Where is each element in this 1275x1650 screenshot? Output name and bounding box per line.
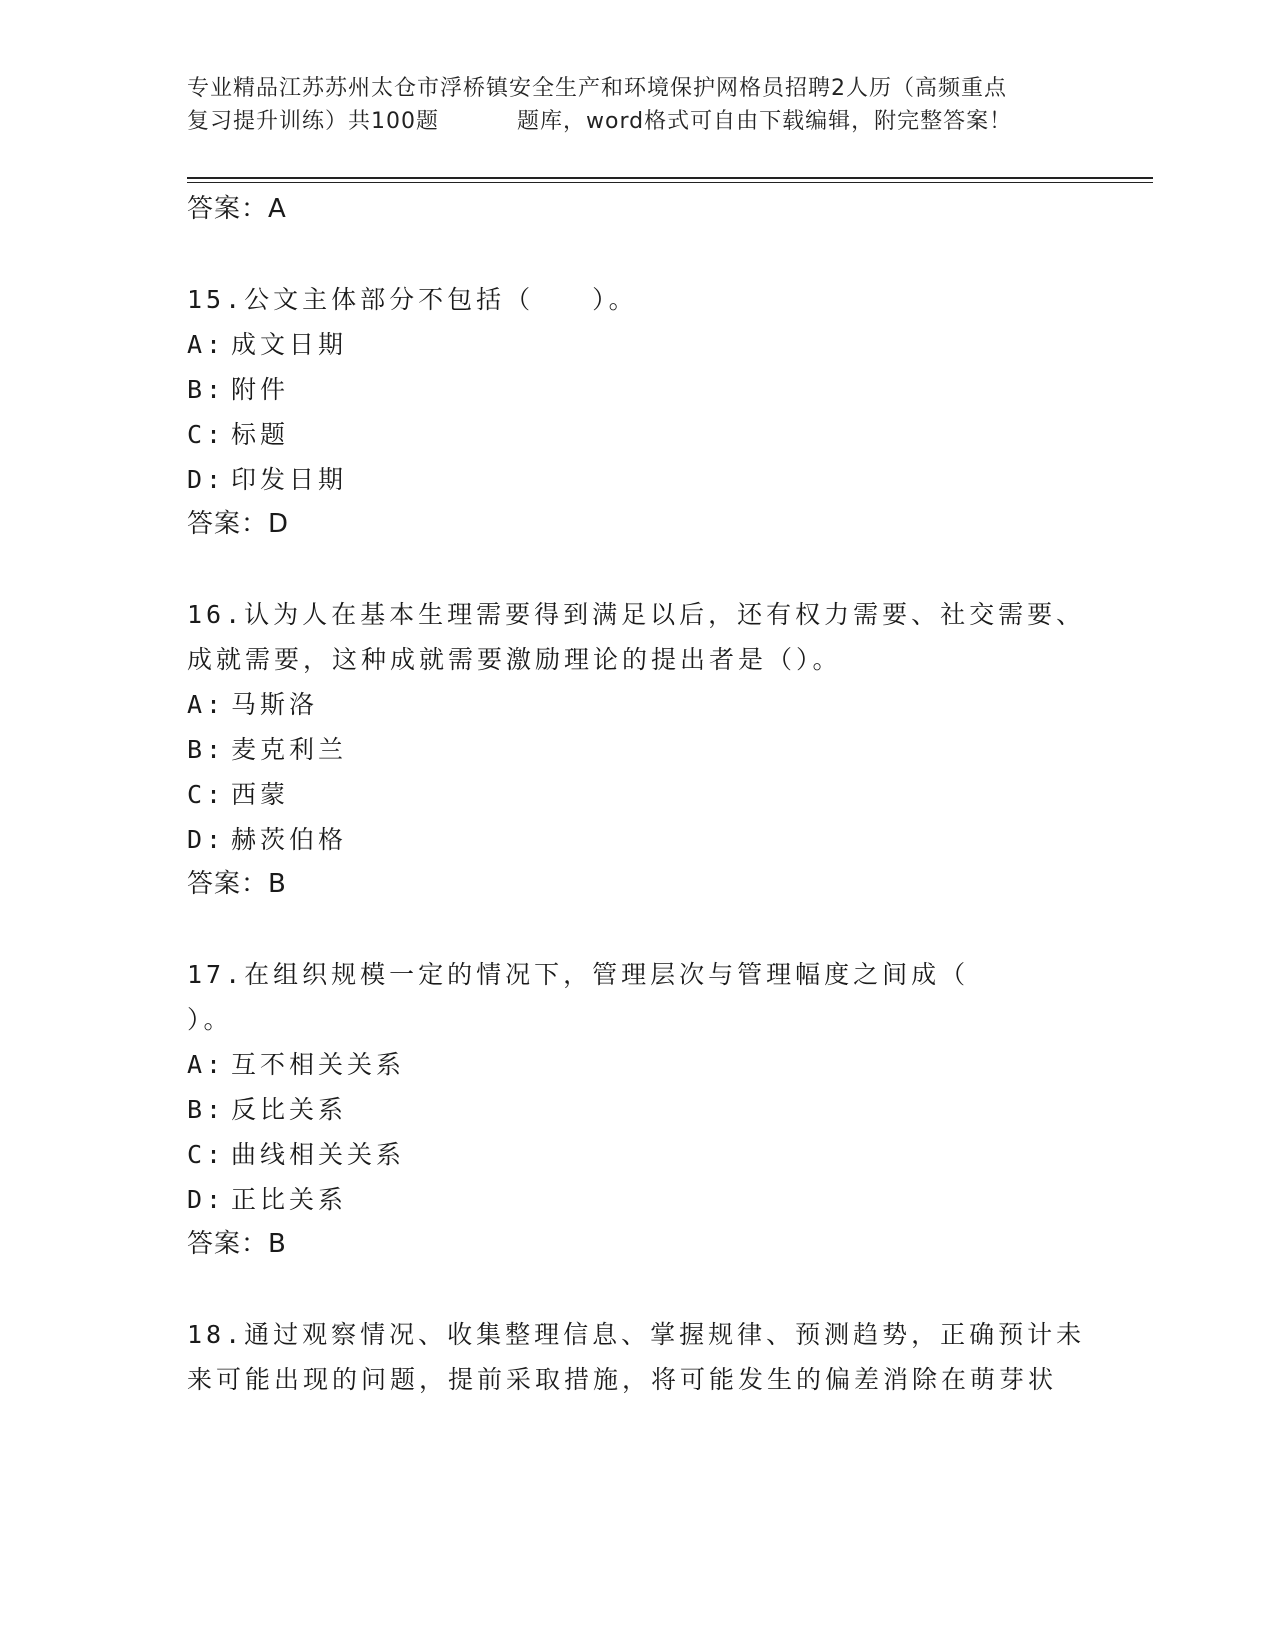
question-block — [187, 592, 1087, 907]
option-letter: D: — [187, 465, 226, 494]
question-text: 15.公文主体部分不包括（ ）。 — [187, 285, 638, 314]
header-title-line-1: 专业精品江苏苏州太仓市浮桥镇安全生产和环境保护网格员招聘2人历（高频重点 — [187, 76, 1007, 101]
option-a — [187, 322, 1087, 367]
option-text: 成文日期 — [231, 330, 348, 359]
option-text: 反比关系 — [231, 1095, 348, 1124]
header-divider-thick — [187, 177, 1153, 179]
question-text-line-2: 来可能出现的问题，提前采取措施，将可能发生的偏差消除在萌芽状 — [187, 1365, 1058, 1394]
option-b — [187, 1087, 1087, 1132]
option-text: 标题 — [231, 420, 290, 449]
option-letter: D: — [187, 1185, 226, 1214]
option-text: 赫茨伯格 — [231, 825, 348, 854]
previous-answer: 答案：A — [187, 194, 287, 224]
option-letter: B: — [187, 375, 226, 404]
question-block — [187, 952, 1087, 1267]
answer: 答案：B — [187, 869, 287, 899]
header-title-line-2-part-a: 复习提升训练）共100题 — [187, 109, 439, 134]
option-d — [187, 457, 1087, 502]
option-a — [187, 1042, 1087, 1087]
option-text: 互不相关关系 — [231, 1050, 406, 1079]
option-b — [187, 727, 1087, 772]
question-text-line-2: 成就需要，这种成就需要激励理论的提出者是（）。 — [187, 645, 842, 674]
option-a — [187, 682, 1087, 727]
option-letter: A: — [187, 690, 226, 719]
question-block — [187, 1312, 1087, 1402]
header-divider-thin — [187, 182, 1153, 183]
option-b — [187, 367, 1087, 412]
option-letter: B: — [187, 735, 226, 764]
option-letter: A: — [187, 1050, 226, 1079]
option-text: 西蒙 — [231, 780, 290, 809]
header-title-line-2 — [187, 105, 1087, 138]
option-c — [187, 1132, 1087, 1177]
option-text: 印发日期 — [231, 465, 348, 494]
option-text: 正比关系 — [231, 1185, 348, 1214]
option-text: 马斯洛 — [231, 690, 319, 719]
header-title-line-2-part-b: 题库，word格式可自由下载编辑，附完整答案！ — [517, 109, 1013, 134]
question-block — [187, 277, 1087, 547]
question-text-line-2: ）。 — [187, 1005, 233, 1034]
option-d — [187, 1177, 1087, 1222]
option-letter: C: — [187, 420, 226, 449]
question-text-line-1: 16.认为人在基本生理需要得到满足以后，还有权力需要、社交需要、 — [187, 600, 1086, 629]
question-list — [187, 187, 1087, 1402]
option-d — [187, 817, 1087, 862]
option-text: 麦克利兰 — [231, 735, 348, 764]
option-letter: D: — [187, 825, 226, 854]
question-text-line-1: 17.在组织规模一定的情况下，管理层次与管理幅度之间成（ — [187, 960, 970, 989]
question-text-line-1: 18.通过观察情况、收集整理信息、掌握规律、预测趋势，正确预计未 — [187, 1320, 1086, 1349]
answer: 答案：B — [187, 1229, 287, 1259]
option-c — [187, 772, 1087, 817]
option-letter: B: — [187, 1095, 226, 1124]
page-header — [187, 72, 1087, 138]
option-letter: C: — [187, 780, 226, 809]
option-letter: A: — [187, 330, 226, 359]
option-text: 附件 — [231, 375, 290, 404]
option-c — [187, 412, 1087, 457]
answer: 答案：D — [187, 509, 290, 539]
option-text: 曲线相关关系 — [231, 1140, 406, 1169]
option-letter: C: — [187, 1140, 226, 1169]
